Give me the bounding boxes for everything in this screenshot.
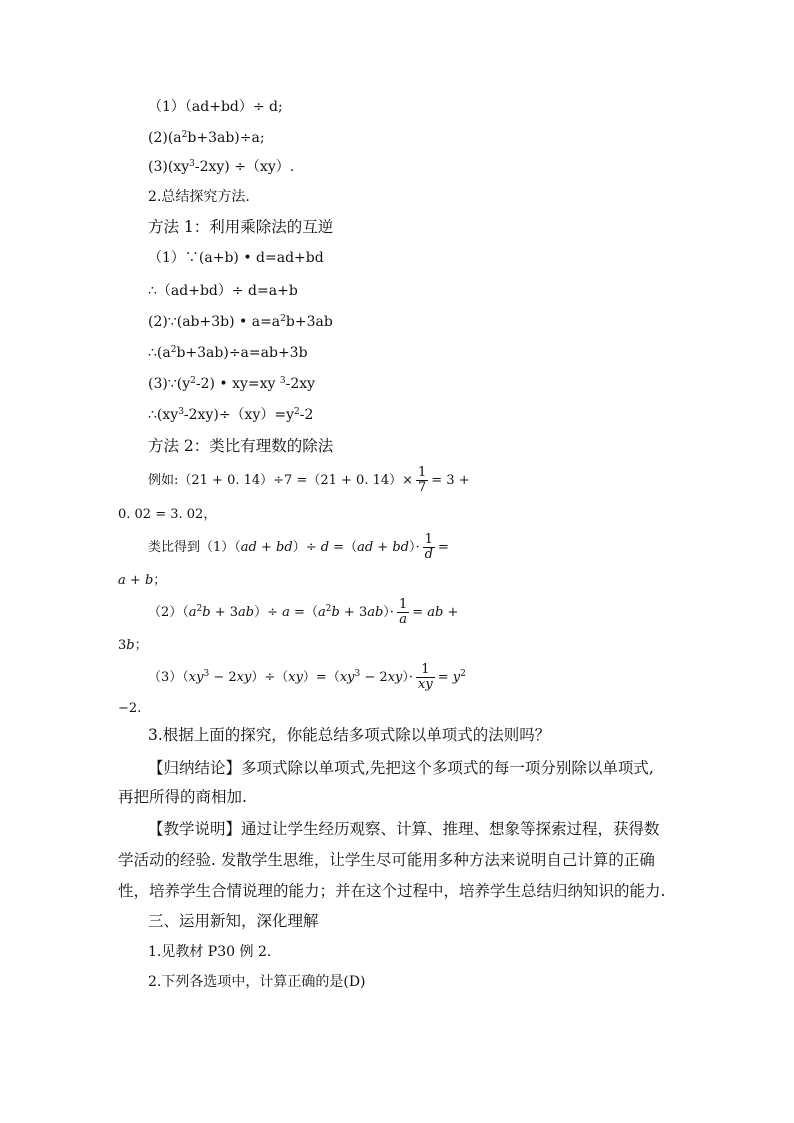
step-2-heading <box>148 188 250 206</box>
analogy-text: 3 <box>118 638 127 653</box>
analogy-text: + <box>443 605 459 620</box>
method-1-line-a-text: （1）∵(a+b) • d=ad+bd <box>148 250 324 266</box>
superscript: 3 <box>354 669 361 679</box>
conclusion-line-1 <box>148 759 654 777</box>
example-continuation-text: 0. 02 = 3. 02， <box>118 507 217 522</box>
superscript: 2 <box>170 345 177 355</box>
superscript: 3 <box>189 159 195 169</box>
math-var: ab <box>238 605 255 620</box>
fraction-one-seventh <box>416 466 428 495</box>
math-var: ad <box>357 540 374 555</box>
math-var: bd <box>276 540 293 555</box>
math-var: y <box>452 670 461 685</box>
fraction-numerator: 1 <box>418 465 427 480</box>
method-1-line-f-text: ∴(xy <box>148 407 179 423</box>
superscript: 2 <box>181 130 188 140</box>
method-1-line-d-text: ∴(a <box>148 345 171 361</box>
example-text: = 3 + <box>431 473 470 488</box>
conclusion-line-2 <box>118 788 247 806</box>
problem-3-text: (3)(xy <box>148 159 190 175</box>
math-var: b <box>331 605 340 620</box>
analogy-text: = <box>437 540 449 555</box>
teaching-note-text: 性，培养学生合情说理的能力；并在这个过程中，培养学生总结归纳知识的能力. <box>118 882 666 900</box>
analogy-text: + <box>125 573 145 588</box>
analogy-text: −2. <box>118 701 142 716</box>
analogy-text: ）· <box>383 605 394 620</box>
superscript: 3 <box>203 669 210 679</box>
conclusion-text: 再把所得的商相加. <box>118 788 247 806</box>
math-var: d <box>320 540 330 555</box>
fraction-denominator: a <box>399 612 407 627</box>
math-var: ab <box>427 605 444 620</box>
math-var: bd <box>392 540 409 555</box>
math-var: a <box>317 605 326 620</box>
exercise-1 <box>148 943 271 961</box>
analogy-text: + <box>373 540 393 555</box>
method-2-text: 方法 2：类比有理数的除法 <box>148 437 334 455</box>
section-3-heading <box>148 912 319 930</box>
math-var: xy <box>387 670 403 685</box>
math-var: xy <box>188 670 204 685</box>
method-1-line-b <box>148 282 298 300</box>
analogy-3-continuation <box>118 700 141 718</box>
fraction-denominator: xy <box>418 677 433 692</box>
problem-1-text: （1）（ad+bd）÷ d; <box>148 99 283 115</box>
method-1-line-c-text: b+3ab <box>285 314 333 330</box>
example-text: 例如:（21 + 0. 14）÷7 =（21 + 0. 14）× <box>148 473 414 488</box>
teaching-note-line-3 <box>118 882 665 900</box>
math-var: b <box>144 573 154 588</box>
method-1-line-d-text: b+3ab)÷a=ab+3b <box>176 345 308 361</box>
superscript: 2 <box>190 376 196 386</box>
analogy-text: + <box>256 540 277 555</box>
math-var: a <box>188 605 197 620</box>
conclusion-text: 【归纳结论】多项式除以单项式,先把这个多项式的每一项分别除以单项式, <box>148 759 654 777</box>
method-1-line-e <box>148 375 315 393</box>
method-1-line-e-text: -2xy <box>285 376 316 392</box>
math-var: b <box>202 605 211 620</box>
problem-1 <box>148 98 283 116</box>
problem-3 <box>148 158 294 176</box>
fraction-denominator: d <box>424 547 433 562</box>
example-line <box>148 466 470 495</box>
math-var: a <box>118 573 126 588</box>
analogy-1-continuation <box>118 572 166 590</box>
analogy-1-line <box>148 533 449 562</box>
analogy-text: ）÷ <box>254 605 283 620</box>
analogy-text: ）÷ <box>292 540 321 555</box>
superscript: 2 <box>280 314 286 324</box>
method-1-line-d <box>148 344 308 362</box>
analogy-text: = <box>412 605 428 620</box>
analogy-text: = <box>437 670 453 685</box>
method-1-line-b-text: ∴（ad+bd）÷ d=a+b <box>148 283 298 299</box>
math-var: xy <box>236 670 252 685</box>
superscript: 2 <box>325 604 332 614</box>
analogy-text: 类比得到（1）（ <box>148 540 241 555</box>
analogy-text: ）=（ <box>302 670 340 685</box>
method-1-text: 方法 1：利用乘除法的互逆 <box>148 218 334 236</box>
math-var: ab <box>367 605 384 620</box>
math-var: xy <box>339 670 355 685</box>
example-continuation <box>118 506 216 524</box>
fraction-numerator: 1 <box>423 533 435 548</box>
method-1-line-e-text: -2) • xy=xy <box>195 376 280 392</box>
exercise-2 <box>148 973 366 991</box>
teaching-note-line-2 <box>118 851 655 869</box>
fraction-denominator: 7 <box>418 480 427 495</box>
superscript: 2 <box>196 604 203 614</box>
math-var: ad <box>240 540 257 555</box>
analogy-text: ）÷（ <box>251 670 289 685</box>
fraction-one-over-xy <box>416 663 435 692</box>
method-1-line-f-text: -2xy)÷（xy）=y <box>183 407 295 423</box>
exercise-2-text: 2.下列各选项中，计算正确的是(D) <box>148 974 366 990</box>
method-2-heading <box>148 437 333 455</box>
analogy-2-continuation <box>118 637 148 655</box>
method-1-line-f <box>148 406 313 424</box>
analogy-text: − 2 <box>209 670 237 685</box>
analogy-text: + 3 <box>210 605 239 620</box>
fraction-one-over-d <box>423 533 435 562</box>
problem-2-text: (2)(a <box>148 130 182 146</box>
step-2-text: 2.总结探究方法. <box>148 189 250 205</box>
fraction-one-over-a <box>397 598 409 627</box>
method-1-line-f-text: -2 <box>299 407 314 423</box>
analogy-text: （3）（ <box>148 670 189 685</box>
math-var: b <box>126 638 135 653</box>
superscript: 2 <box>294 407 300 417</box>
fraction-numerator: 1 <box>398 597 408 612</box>
analogy-text: ）· <box>402 670 414 685</box>
superscript: 3 <box>279 376 286 386</box>
method-1-line-c <box>148 313 333 331</box>
teaching-note-line-1 <box>148 820 660 838</box>
method-1-line-c-text: (2)∵(ab+3b) • a=a <box>148 314 281 330</box>
analogy-text: − 2 <box>360 670 388 685</box>
teaching-note-text: 【教学说明】通过让学生经历观察、计算、推理、想象等探索过程，获得数 <box>148 820 660 838</box>
question-3 <box>148 726 550 744</box>
analogy-3-line <box>148 663 466 692</box>
analogy-2-line <box>148 598 458 627</box>
analogy-text: ； <box>153 573 167 588</box>
analogy-text: + 3 <box>339 605 368 620</box>
method-1-line-a <box>148 249 324 267</box>
fraction-numerator: 1 <box>416 663 435 678</box>
method-1-line-e-text: (3)∵(y <box>148 376 191 392</box>
question-3-text: 3.根据上面的探究，你能总结多项式除以单项式的法则吗？ <box>148 726 551 744</box>
method-1-heading <box>148 218 333 236</box>
analogy-text: ； <box>134 638 148 653</box>
superscript: 3 <box>178 407 184 417</box>
analogy-text: （2）（ <box>148 605 189 620</box>
exercise-1-text: 1.见教材 P30 例 2. <box>148 944 272 960</box>
superscript: 2 <box>460 669 466 679</box>
analogy-text: =（ <box>329 540 358 555</box>
section-3-text: 三、运用新知，深化理解 <box>148 912 319 930</box>
problem-2 <box>148 129 265 147</box>
analogy-text: =（ <box>289 605 318 620</box>
math-var: a <box>282 605 290 620</box>
teaching-note-text: 学活动的经验. 发散学生思维，让学生尽可能用多种方法来说明自己计算的正确 <box>118 851 655 869</box>
analogy-text: ）· <box>408 540 420 555</box>
problem-2-text: b+3ab)÷a; <box>187 130 265 146</box>
math-var: xy <box>288 670 303 685</box>
problem-3-text: -2xy) ÷（xy）. <box>194 159 295 175</box>
